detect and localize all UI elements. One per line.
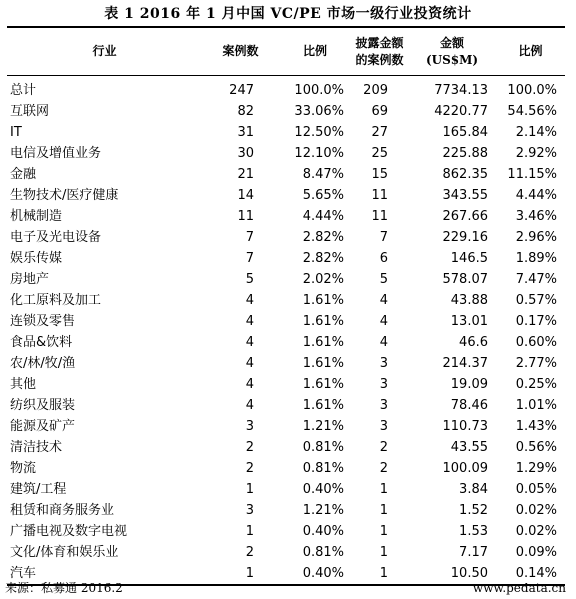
header-case-ratio: 比例 — [302, 44, 327, 58]
case-ratio-cell: 5.65% — [302, 188, 344, 203]
disclosed-cases-cell: 4 — [379, 314, 388, 329]
amount-ratio-cell: 0.02% — [515, 524, 557, 539]
case-count-cell: 2 — [245, 545, 254, 560]
disclosed-cases-cell: 7 — [379, 230, 388, 245]
amount-ratio-cell: 7.47% — [515, 272, 557, 287]
case-ratio-cell: 33.06% — [294, 104, 344, 119]
industry-cell: 连锁及零售 — [10, 314, 76, 329]
amount-ratio-cell: 11.15% — [507, 167, 557, 182]
disclosed-cases-cell: 4 — [379, 293, 388, 308]
source-note: 来源：私募通 2016.2 — [5, 581, 123, 595]
amount-ratio-cell: 3.46% — [515, 209, 557, 224]
table-row — [7, 164, 565, 185]
amount-ratio-cell: 1.29% — [515, 461, 557, 476]
industry-cell: 生物技术/医疗健康 — [10, 188, 119, 203]
disclosed-cases-cell: 15 — [371, 167, 388, 182]
header-disclosed-cases: 披露金额 的案例数 — [355, 35, 404, 67]
case-ratio-cell: 100.0% — [294, 83, 344, 98]
table-row — [7, 122, 565, 143]
table-row — [7, 521, 565, 542]
disclosed-cases-cell: 2 — [379, 461, 388, 476]
case-count-cell: 4 — [245, 356, 254, 371]
case-ratio-cell: 0.81% — [302, 440, 344, 455]
investment-table — [7, 26, 565, 586]
disclosed-cases-cell: 5 — [379, 272, 388, 287]
amount-ratio-cell: 0.60% — [515, 335, 557, 350]
disclosed-cases-cell: 1 — [379, 566, 388, 581]
case-ratio-cell: 1.61% — [302, 356, 344, 371]
industry-cell: 建筑/工程 — [10, 482, 67, 497]
case-count-cell: 11 — [237, 209, 254, 224]
case-ratio-cell: 0.81% — [302, 461, 344, 476]
amount-cell: 3.84 — [459, 482, 488, 497]
industry-cell: 能源及矿产 — [10, 419, 76, 434]
amount-ratio-cell: 1.01% — [515, 398, 557, 413]
amount-ratio-cell: 0.14% — [515, 566, 557, 581]
header-amount-ratio: 比例 — [518, 44, 543, 58]
amount-ratio-cell: 0.56% — [515, 440, 557, 455]
table-row — [7, 290, 565, 311]
case-count-cell: 21 — [237, 167, 254, 182]
amount-cell: 229.16 — [442, 230, 488, 245]
industry-cell: 纺织及服装 — [10, 398, 76, 413]
amount-ratio-cell: 0.25% — [515, 377, 557, 392]
table-row — [7, 80, 565, 101]
table-header — [7, 28, 565, 76]
amount-cell: 43.88 — [450, 293, 488, 308]
case-ratio-cell: 1.61% — [302, 335, 344, 350]
case-ratio-cell: 2.82% — [302, 230, 344, 245]
industry-cell: 租赁和商务服务业 — [10, 503, 115, 518]
amount-ratio-cell: 0.09% — [515, 545, 557, 560]
amount-ratio-cell: 2.96% — [515, 230, 557, 245]
industry-cell: 总计 — [10, 83, 37, 98]
table-row — [7, 542, 565, 563]
table-row — [7, 185, 565, 206]
case-count-cell: 4 — [245, 398, 254, 413]
case-count-cell: 1 — [245, 524, 254, 539]
disclosed-cases-cell: 3 — [379, 377, 388, 392]
amount-cell: 110.73 — [442, 419, 488, 434]
amount-ratio-cell: 1.89% — [515, 251, 557, 266]
table-row — [7, 395, 565, 416]
amount-cell: 343.55 — [442, 188, 488, 203]
table-body — [7, 76, 565, 584]
case-count-cell: 4 — [245, 335, 254, 350]
disclosed-cases-cell: 11 — [371, 188, 388, 203]
disclosed-cases-cell: 1 — [379, 503, 388, 518]
disclosed-cases-cell: 6 — [379, 251, 388, 266]
table-row — [7, 248, 565, 269]
industry-cell: 化工原料及加工 — [10, 293, 102, 308]
industry-cell: 农/林/牧/渔 — [10, 356, 76, 371]
amount-cell: 1.53 — [459, 524, 488, 539]
disclosed-cases-cell: 1 — [379, 524, 388, 539]
amount-cell: 7734.13 — [434, 83, 488, 98]
industry-cell: 娱乐传媒 — [10, 251, 63, 266]
amount-ratio-cell: 0.02% — [515, 503, 557, 518]
table-row — [7, 458, 565, 479]
case-ratio-cell: 8.47% — [302, 167, 344, 182]
case-ratio-cell: 2.82% — [302, 251, 344, 266]
industry-cell: 金融 — [10, 167, 37, 182]
case-count-cell: 82 — [237, 104, 254, 119]
amount-cell: 7.17 — [459, 545, 488, 560]
disclosed-cases-cell: 27 — [371, 125, 388, 140]
table-row — [7, 206, 565, 227]
case-ratio-cell: 2.02% — [302, 272, 344, 287]
industry-cell: 文化/体育和娱乐业 — [10, 545, 119, 560]
case-ratio-cell: 0.40% — [302, 482, 344, 497]
amount-cell: 225.88 — [442, 146, 488, 161]
table-row — [7, 500, 565, 521]
amount-cell: 19.09 — [450, 377, 488, 392]
table-row — [7, 437, 565, 458]
case-ratio-cell: 1.61% — [302, 314, 344, 329]
case-ratio-cell: 1.21% — [302, 503, 344, 518]
case-count-cell: 3 — [245, 419, 254, 434]
case-ratio-cell: 1.61% — [302, 293, 344, 308]
case-count-cell: 4 — [245, 293, 254, 308]
industry-cell: 食品&饮料 — [10, 335, 73, 350]
disclosed-cases-cell: 2 — [379, 440, 388, 455]
industry-cell: 电子及光电设备 — [10, 230, 102, 245]
disclosed-cases-cell: 1 — [379, 482, 388, 497]
case-ratio-cell: 0.81% — [302, 545, 344, 560]
case-count-cell: 4 — [245, 314, 254, 329]
industry-cell: 电信及增值业务 — [10, 146, 102, 161]
amount-cell: 214.37 — [442, 356, 488, 371]
disclosed-cases-cell: 25 — [371, 146, 388, 161]
amount-ratio-cell: 100.0% — [507, 83, 557, 98]
amount-ratio-cell: 2.77% — [515, 356, 557, 371]
footer — [0, 578, 576, 598]
amount-cell: 267.66 — [442, 209, 488, 224]
table-title: 表 1 2016 年 1 月中国 VC/PE 市场一级行业投资统计 — [104, 6, 472, 22]
table-row — [7, 353, 565, 374]
table-row — [7, 374, 565, 395]
disclosed-cases-cell: 209 — [363, 83, 388, 98]
amount-ratio-cell: 0.05% — [515, 482, 557, 497]
industry-cell: 机械制造 — [10, 209, 63, 224]
amount-ratio-cell: 2.14% — [515, 125, 557, 140]
case-count-cell: 247 — [229, 83, 254, 98]
industry-cell: 其他 — [10, 377, 37, 392]
case-count-cell: 3 — [245, 503, 254, 518]
amount-cell: 46.6 — [459, 335, 488, 350]
case-count-cell: 7 — [245, 251, 254, 266]
header-case-count: 案例数 — [222, 44, 259, 58]
disclosed-cases-cell: 3 — [379, 398, 388, 413]
case-count-cell: 5 — [245, 272, 254, 287]
disclosed-cases-cell: 4 — [379, 335, 388, 350]
amount-ratio-cell: 54.56% — [507, 104, 557, 119]
case-ratio-cell: 1.61% — [302, 377, 344, 392]
amount-cell: 78.46 — [450, 398, 488, 413]
case-ratio-cell: 1.21% — [302, 419, 344, 434]
disclosed-cases-cell: 11 — [371, 209, 388, 224]
table-row — [7, 227, 565, 248]
amount-cell: 146.5 — [450, 251, 488, 266]
case-ratio-cell: 0.40% — [302, 566, 344, 581]
table-row — [7, 479, 565, 500]
case-count-cell: 30 — [237, 146, 254, 161]
case-ratio-cell: 12.50% — [294, 125, 344, 140]
table-row — [7, 269, 565, 290]
case-ratio-cell: 1.61% — [302, 398, 344, 413]
header-industry: 行业 — [92, 44, 117, 58]
case-count-cell: 4 — [245, 377, 254, 392]
industry-cell: 物流 — [10, 461, 37, 476]
case-ratio-cell: 4.44% — [302, 209, 344, 224]
disclosed-cases-cell: 3 — [379, 419, 388, 434]
amount-ratio-cell: 0.17% — [515, 314, 557, 329]
industry-cell: 互联网 — [10, 104, 50, 119]
case-count-cell: 1 — [245, 566, 254, 581]
industry-cell: 广播电视及数字电视 — [10, 524, 128, 539]
amount-cell: 862.35 — [442, 167, 488, 182]
table-row — [7, 143, 565, 164]
table-row — [7, 101, 565, 122]
industry-cell: 汽车 — [10, 566, 37, 581]
amount-cell: 4220.77 — [434, 104, 488, 119]
amount-cell: 13.01 — [450, 314, 488, 329]
table-row — [7, 311, 565, 332]
disclosed-cases-cell: 3 — [379, 356, 388, 371]
amount-cell: 1.52 — [459, 503, 488, 518]
amount-cell: 43.55 — [450, 440, 488, 455]
case-count-cell: 7 — [245, 230, 254, 245]
case-count-cell: 1 — [245, 482, 254, 497]
amount-cell: 10.50 — [450, 566, 488, 581]
case-ratio-cell: 12.10% — [294, 146, 344, 161]
amount-ratio-cell: 2.92% — [515, 146, 557, 161]
table-row — [7, 332, 565, 353]
industry-cell: IT — [10, 125, 22, 140]
amount-ratio-cell: 4.44% — [515, 188, 557, 203]
amount-cell: 100.09 — [442, 461, 488, 476]
case-count-cell: 31 — [237, 125, 254, 140]
amount-ratio-cell: 1.43% — [515, 419, 557, 434]
source-url: www.pedata.cn — [472, 581, 566, 595]
amount-cell: 578.07 — [442, 272, 488, 287]
header-amount: 金额 (US$M) — [425, 35, 479, 67]
table-row — [7, 416, 565, 437]
amount-ratio-cell: 0.57% — [515, 293, 557, 308]
case-count-cell: 2 — [245, 461, 254, 476]
disclosed-cases-cell: 69 — [371, 104, 388, 119]
case-count-cell: 14 — [237, 188, 254, 203]
disclosed-cases-cell: 1 — [379, 545, 388, 560]
case-ratio-cell: 0.40% — [302, 524, 344, 539]
industry-cell: 房地产 — [10, 272, 50, 287]
amount-cell: 165.84 — [442, 125, 488, 140]
case-count-cell: 2 — [245, 440, 254, 455]
industry-cell: 清洁技术 — [10, 440, 63, 455]
